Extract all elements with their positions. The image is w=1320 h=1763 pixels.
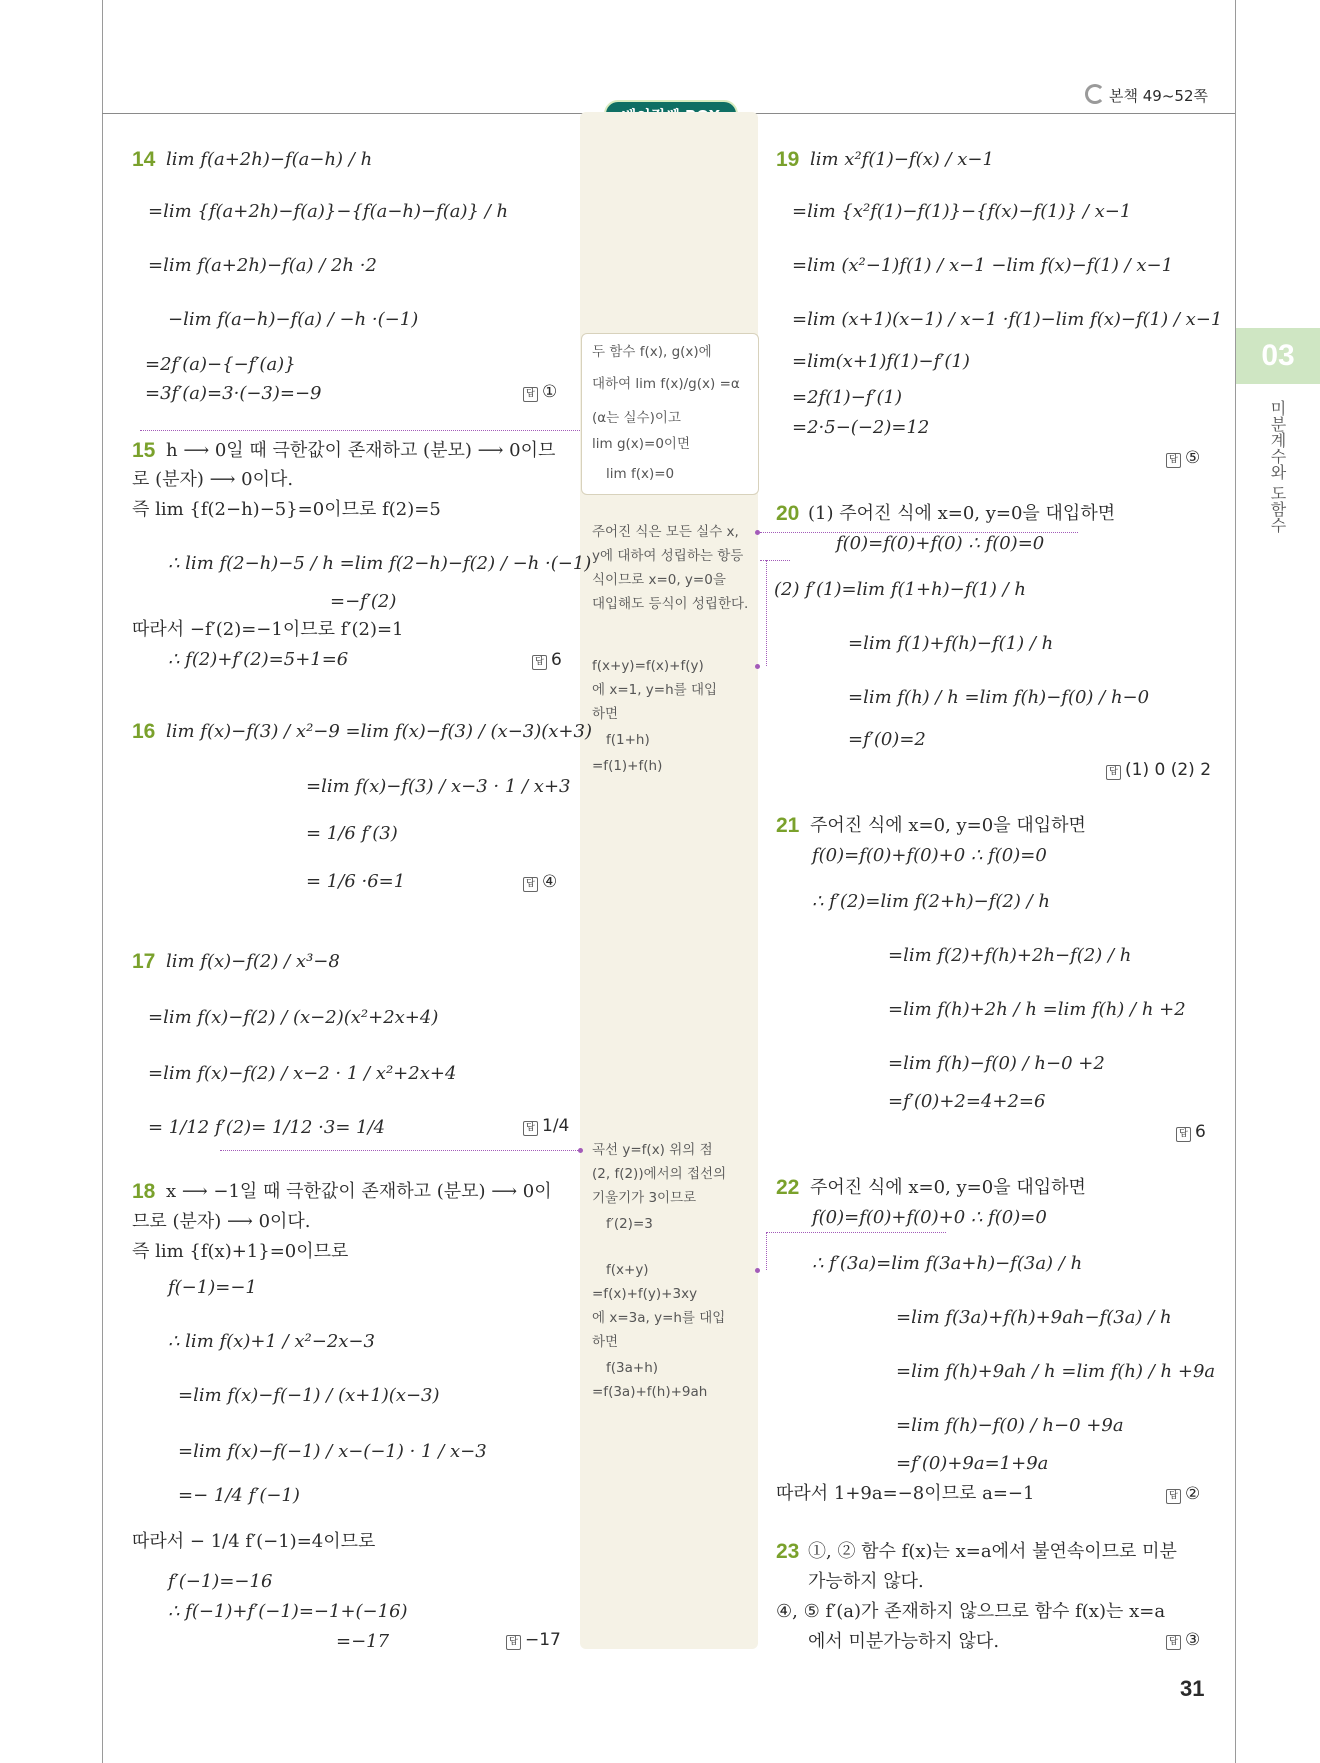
- solution-line: =lim f(x)−f(−1) / x−(−1) · 1 / x−3: [178, 1441, 487, 1462]
- problem-number: 19: [776, 148, 800, 171]
- answer-mark: 답 −17: [506, 1630, 561, 1650]
- problem-number: 16: [132, 720, 156, 743]
- solution-line: ∴ f′(3a)=lim f(3a+h)−f(3a) / h: [812, 1253, 1083, 1274]
- solution-line: = 1/12 f′(2)= 1/12 ·3= 1/4: [148, 1117, 386, 1138]
- problem-number: 20: [776, 502, 800, 525]
- link-dot: [578, 1148, 583, 1153]
- solution-line: =lim f(a+2h)−f(a) / 2h ·2: [148, 255, 377, 276]
- solution-line: =lim {x²f(1)−f(1)}−{f(x)−f(1)} / x−1: [792, 201, 1132, 222]
- note-line: 곡선 y=f(x) 위의 점: [592, 1142, 713, 1158]
- solution-line: ∴ f(2)+f′(2)=5+1=6: [168, 649, 349, 670]
- link-dot: [755, 1268, 760, 1273]
- solution-line: =lim f(x)−f(2) / (x−2)(x²+2x+4): [148, 1007, 439, 1028]
- chapter-tab: 03: [1236, 328, 1320, 384]
- solution-line: =2f(1)−f′(1): [792, 387, 903, 408]
- answer-mark: 답 ⑤: [1166, 448, 1200, 468]
- solution-line: =lim f(x)−f(−1) / (x+1)(x−3): [178, 1385, 440, 1406]
- solution-line: =−17: [336, 1631, 390, 1652]
- solution-line: −lim f(a−h)−f(a) / −h ·(−1): [168, 309, 419, 330]
- note-line: lim g(x)=0이면: [592, 436, 691, 452]
- solution-line: =f′(0)+2=4+2=6: [888, 1091, 1046, 1112]
- solution-line: =lim f(x)−f(3) / x−3 · 1 / x+3: [306, 776, 571, 797]
- solution-line: f(0)=f(0)+f(0) ∴ f(0)=0: [836, 533, 1045, 554]
- solution-line: =lim(x+1)f(1)−f′(1): [792, 351, 970, 372]
- note-line: f(x+y)=f(x)+f(y): [592, 658, 704, 674]
- solution-line: 즉 lim {f(x)+1}=0이므로: [132, 1241, 349, 1262]
- solution-line: ④, ⑤ f′(a)가 존재하지 않으므로 함수 f(x)는 x=a: [776, 1601, 1166, 1622]
- solution-line: 므로 (분자) ⟶ 0이다.: [132, 1211, 311, 1232]
- solution-line: ∴ f′(2)=lim f(2+h)−f(2) / h: [812, 891, 1050, 912]
- solution-line: =lim f(1)+f(h)−f(1) / h: [848, 633, 1054, 654]
- solution-line: =lim f(h)−f(0) / h−0 +9a: [896, 1415, 1124, 1436]
- solution-line: ∴ f(−1)+f′(−1)=−1+(−16): [168, 1601, 408, 1622]
- note-line: 대입해도 등식이 성립한다.: [592, 596, 749, 612]
- note-line: y에 대하여 성립하는 항등: [592, 548, 744, 564]
- link-line: [766, 1232, 946, 1233]
- solution-line: =3f′(a)=3·(−3)=−9: [145, 383, 322, 404]
- note-line: f(3a+h): [606, 1360, 659, 1376]
- answer-mark: 답 6: [532, 650, 562, 670]
- chapter-title: 미분계수와 도함수: [1268, 400, 1287, 534]
- solution-line: 즉 lim {f(2−h)−5}=0이므로 f(2)=5: [132, 499, 441, 520]
- solution-line: lim x²f(1)−f(x) / x−1: [810, 149, 994, 170]
- solution-line: =lim (x+1)(x−1) / x−1 ·f(1)−lim f(x)−f(1) / x−1: [792, 309, 1223, 330]
- problem-number: 15: [132, 439, 156, 462]
- solution-line: =lim f(2)+f(h)+2h−f(2) / h: [888, 945, 1132, 966]
- left-margin-rule: [102, 0, 103, 1763]
- note-line: 식이므로 x=0, y=0을: [592, 572, 726, 588]
- link-line: [760, 560, 790, 561]
- solution-line: =lim {f(a+2h)−f(a)}−{f(a−h)−f(a)} / h: [148, 201, 509, 222]
- right-margin-rule: [1235, 0, 1236, 1763]
- note-line: 하면: [592, 1334, 619, 1350]
- solution-line: =lim f(x)−f(2) / x−2 · 1 / x²+2x+4: [148, 1063, 457, 1084]
- solution-line: =2·5−(−2)=12: [792, 417, 930, 438]
- solution-line: =lim (x²−1)f(1) / x−1 −lim f(x)−f(1) / x−1: [792, 255, 1174, 276]
- problem-number: 14: [132, 148, 156, 171]
- note-line: 에 x=1, y=h를 대입: [592, 682, 718, 698]
- problem-number: 18: [132, 1180, 156, 1203]
- answer-mark: 답 6: [1176, 1122, 1206, 1142]
- solution-line: =−f′(2): [330, 591, 397, 612]
- solution-line: = 1/6 ·6=1: [306, 871, 406, 892]
- note-line: lim f(x)=0: [606, 466, 675, 482]
- solution-line: h ⟶ 0일 때 극한값이 존재하고 (분모) ⟶ 0이므: [166, 440, 556, 461]
- solution-line: 로 (분자) ⟶ 0이다.: [132, 469, 294, 490]
- note-line: f′(2)=3: [606, 1216, 653, 1232]
- solution-line: ∴ lim f(2−h)−5 / h =lim f(2−h)−f(2) / −h ·(−1): [168, 553, 592, 574]
- solution-line: =lim f(h)−f(0) / h−0 +2: [888, 1053, 1105, 1074]
- solution-line: f(0)=f(0)+f(0)+0 ∴ f(0)=0: [812, 845, 1047, 866]
- link-line: [766, 560, 767, 666]
- solution-line: =− 1/4 f′(−1): [178, 1485, 300, 1506]
- note-line: =f(x)+f(y)+3xy: [592, 1286, 698, 1302]
- note-line: 주어진 식은 모든 실수 x,: [592, 524, 739, 540]
- solution-line: ①, ② 함수 f(x)는 x=a에서 불연속이므로 미분: [808, 1541, 1177, 1562]
- link-dot: [755, 664, 760, 669]
- note-line: f(1+h): [606, 732, 650, 748]
- problem-number: 23: [776, 1540, 800, 1563]
- note-line: (α는 실수)이고: [592, 410, 681, 426]
- solution-line: f′(−1)=−16: [168, 1571, 273, 1592]
- answer-mark: 답 (1) 0 (2) 2: [1106, 760, 1211, 780]
- solution-line: lim f(x)−f(2) / x³−8: [166, 951, 340, 972]
- answer-mark: 답 ①: [523, 382, 557, 402]
- solution-line: 주어진 식에 x=0, y=0을 대입하면: [810, 1177, 1086, 1198]
- answer-mark: 답 ③: [1166, 1630, 1200, 1650]
- answer-mark: 답 1/4: [523, 1116, 569, 1136]
- answer-mark: 답 ④: [523, 872, 557, 892]
- solution-line: =lim f(h)+2h / h =lim f(h) / h +2: [888, 999, 1186, 1020]
- solution-line: 따라서 − 1/4 f′(−1)=4이므로: [132, 1531, 376, 1552]
- solution-line: lim f(x)−f(3) / x²−9 =lim f(x)−f(3) / (x−3)(x+3): [166, 721, 592, 742]
- note-line: 두 함수 f(x), g(x)에: [592, 344, 712, 360]
- page-reference: 본책 49~52쪽: [1085, 84, 1208, 106]
- note-line: 에 x=3a, y=h를 대입: [592, 1310, 726, 1326]
- solution-line: f(0)=f(0)+f(0)+0 ∴ f(0)=0: [812, 1207, 1047, 1228]
- solution-line: =lim f(3a)+f(h)+9ah−f(3a) / h: [896, 1307, 1172, 1328]
- link-line: [140, 430, 580, 431]
- link-line: [220, 1150, 580, 1151]
- problem-number: 22: [776, 1176, 800, 1199]
- solution-line: f(−1)=−1: [168, 1277, 257, 1298]
- problem-number: 21: [776, 814, 800, 837]
- solution-line: =f′(0)+9a=1+9a: [896, 1453, 1049, 1474]
- solution-line: 주어진 식에 x=0, y=0을 대입하면: [810, 815, 1086, 836]
- note-line: =f(1)+f(h): [592, 758, 663, 774]
- solution-line: =2f′(a)−{−f′(a)}: [145, 354, 296, 375]
- link-line: [766, 1232, 767, 1270]
- answer-mark: 답 ②: [1166, 1484, 1200, 1504]
- solution-line: 가능하지 않다.: [808, 1571, 924, 1592]
- solution-line: =lim f(h)+9ah / h =lim f(h) / h +9a: [896, 1361, 1216, 1382]
- note-line: 하면: [592, 706, 619, 722]
- solution-line: (2) f′(1)=lim f(1+h)−f(1) / h: [774, 579, 1027, 600]
- note-line: f(x+y): [606, 1262, 649, 1278]
- note-line: 기울기가 3이므로: [592, 1190, 697, 1206]
- solution-line: 따라서 1+9a=−8이므로 a=−1: [776, 1483, 1035, 1504]
- solution-line: = 1/6 f′(3): [306, 823, 398, 844]
- book-icon: [1085, 84, 1105, 104]
- solution-line: lim f(a+2h)−f(a−h) / h: [166, 149, 373, 170]
- solution-line: ∴ lim f(x)+1 / x²−2x−3: [168, 1331, 375, 1352]
- solution-line: =f′(0)=2: [848, 729, 926, 750]
- note-line: =f(3a)+f(h)+9ah: [592, 1384, 708, 1400]
- solution-line: x ⟶ −1일 때 극한값이 존재하고 (분모) ⟶ 0이: [166, 1181, 552, 1202]
- problem-number: 17: [132, 950, 156, 973]
- solution-line: 따라서 −f′(2)=−1이므로 f′(2)=1: [132, 619, 404, 640]
- solution-line: 에서 미분가능하지 않다.: [808, 1631, 1000, 1652]
- note-line: (2, f(2))에서의 접선의: [592, 1166, 727, 1182]
- solution-line: (1) 주어진 식에 x=0, y=0을 대입하면: [808, 503, 1116, 524]
- note-line: 대하여 lim f(x)/g(x) =α: [592, 376, 740, 392]
- solution-line: =lim f(h) / h =lim f(h)−f(0) / h−0: [848, 687, 1150, 708]
- page-number: 31: [1180, 1676, 1205, 1701]
